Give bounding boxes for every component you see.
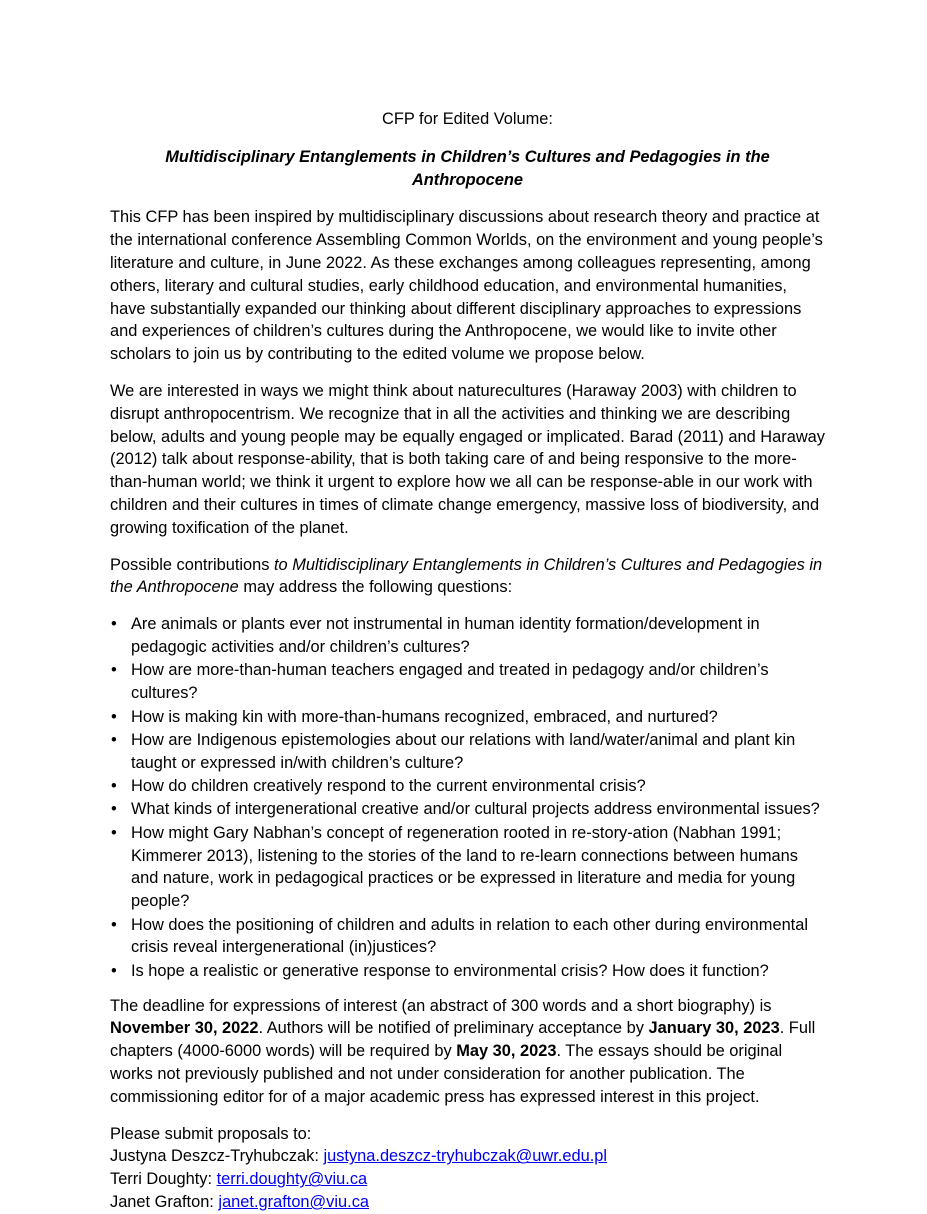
contact-line: [110, 1145, 825, 1168]
submit-label: Please submit proposals to:: [110, 1124, 312, 1143]
contributions-intro: [110, 554, 825, 600]
contact-email-link[interactable]: janet.grafton@viu.ca: [218, 1193, 370, 1212]
volume-title: Multidisciplinary Entanglements in Children’s Cultures and Pedagogies in the Anthropocene: [165, 147, 770, 189]
list-item: [111, 659, 825, 705]
list-item: [111, 775, 825, 798]
bullet-icon: •: [111, 961, 117, 980]
deadline-date-chapters: May 30, 2023: [456, 1042, 557, 1061]
contributions-intro-before: Possible contributions: [110, 555, 274, 574]
question-text: How do children creatively respond to the current environmental crisis?: [131, 777, 646, 796]
question-text: Is hope a realistic or generative response to environmental crisis? How does it function?: [131, 961, 769, 980]
question-text: Are animals or plants ever not instrumental in human identity formation/development in pedagogic activities and/or children’s cultures?: [131, 615, 760, 656]
contributions-intro-title: to Multidisciplinary Entanglements in Children’s Cultures and Pedagogies in the Anthropocene: [110, 555, 823, 597]
contact-email-link[interactable]: terri.doughty@viu.ca: [216, 1170, 368, 1189]
intro-paragraph: This CFP has been inspired by multidisciplinary discussions about research theory and practice at the international conference Assembling Common Worlds, on the environment and young people’s literature and culture, in June 2022. As these exchanges among colleagues representing, among others, literary and cultural studies, early childhood education, and environmental humanities, have substantially expanded our thinking about different disciplinary approaches to expressions and experiences of children’s cultures during the Anthropocene, we would like to invite other scholars to join us by contributing to the edited volume we propose below.: [110, 208, 823, 364]
contact-name: Janet Grafton:: [110, 1193, 219, 1212]
list-item: [111, 706, 825, 729]
questions-list: [110, 613, 825, 983]
list-item: [111, 914, 825, 960]
deadline-date-acceptance: January 30, 2023: [648, 1019, 780, 1038]
question-text: How are more-than-human teachers engaged and treated in pedagogy and/or children’s cultures?: [131, 661, 769, 703]
contact-name: Terri Doughty:: [110, 1170, 217, 1189]
contact-line: [110, 1168, 825, 1191]
contacts-block: [110, 1123, 825, 1214]
deadline-date-abstract: November 30, 2022: [110, 1019, 259, 1038]
deadline-paragraph: [110, 995, 825, 1109]
deadline-text-3: . Full chapters (4000-6000 words) will be required by: [110, 1019, 816, 1061]
list-item: [111, 822, 825, 913]
bullet-icon: •: [111, 823, 117, 842]
bullet-icon: •: [111, 707, 117, 726]
bullet-icon: •: [111, 730, 117, 749]
question-text: How might Gary Nabhan’s concept of regeneration rooted in re-story-ation (Nabhan 1991; Kimmerer 2013), listening to the stories of the land to re-learn connections between humans and nature, work in pedagogical practices or be expressed in literature and media for young people?: [131, 823, 798, 911]
list-item: [111, 613, 825, 659]
contact-line: [110, 1191, 825, 1214]
list-item: [111, 729, 825, 775]
bullet-icon: •: [111, 615, 117, 634]
deadline-text-4: . The essays should be original works not previously published and not under consideration for another publication. The commissioning editor for of a major academic press has expressed interest in this project.: [110, 1042, 783, 1106]
list-item: [111, 960, 825, 983]
deadline-text-2: . Authors will be notified of preliminary acceptance by: [258, 1019, 649, 1038]
question-text: How does the positioning of children and adults in relation to each other during environmental crisis reveal intergenerational (in)justices?: [131, 915, 808, 957]
deadline-text-1: The deadline for expressions of interest (an abstract of 300 words and a short biography) is: [110, 996, 772, 1015]
bullet-icon: •: [111, 661, 117, 680]
contact-email-link[interactable]: justyna.deszcz-tryhubczak@uwr.edu.pl: [323, 1147, 608, 1166]
page-heading: CFP for Edited Volume:: [382, 110, 553, 128]
question-text: How are Indigenous epistemologies about our relations with land/water/animal and plant kin taught or expressed in/with children’s culture?: [131, 730, 796, 772]
contact-name: Justyna Deszcz-Tryhubczak:: [110, 1147, 324, 1166]
question-text: What kinds of intergenerational creative and/or cultural projects address environmental issues?: [131, 800, 820, 819]
bullet-icon: •: [111, 915, 117, 934]
interest-paragraph: We are interested in ways we might think about naturecultures (Haraway 2003) with children to disrupt anthropocentrism. We recognize that in all the activities and thinking we are describing below, adults and young people may be equally engaged or implicated. Barad (2011) and Haraway (2012) talk about response-ability, that is both taking care of and being responsive to the more-than-human world; we think it urgent to explore how we all can be response-able in our work with children and their cultures in times of climate change emergency, massive loss of biodiversity, and growing toxification of the planet.: [110, 381, 825, 537]
contributions-intro-after: may address the following questions:: [238, 578, 513, 597]
list-item: [111, 798, 825, 821]
document-page: [110, 108, 825, 1214]
bullet-icon: •: [111, 800, 117, 819]
bullet-icon: •: [111, 777, 117, 796]
question-text: How is making kin with more-than-humans recognized, embraced, and nurtured?: [131, 707, 718, 726]
